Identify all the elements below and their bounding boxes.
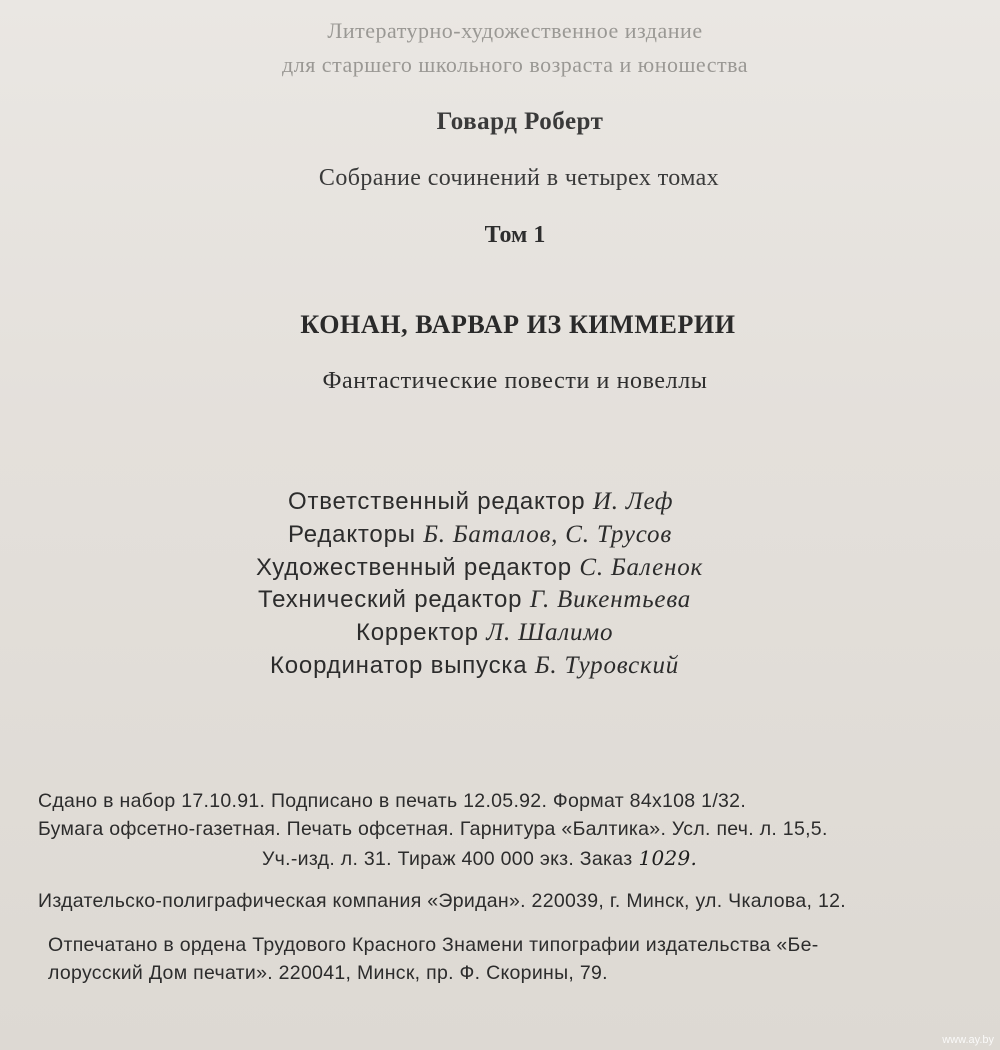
credit-name: Б. Туровский [534, 652, 680, 679]
credit-name: Г. Викентьева [529, 586, 692, 613]
credit-name: Б. Баталов, С. Трусов [423, 521, 672, 548]
author-name: Говард Роберт [436, 108, 604, 135]
printer-line-1: Отпечатано в ордена Трудового Красного Знамени типографии издательства «Бе- [48, 934, 819, 956]
collection-title: Собрание сочинений в четырех томах [318, 165, 720, 191]
imprint-line-3-text: Уч.-изд. л. 31. Тираж 400 000 экз. Заказ [262, 848, 633, 870]
book-subtitle: Фантастические повести и новеллы [322, 368, 708, 394]
imprint-line-3 [262, 846, 962, 871]
book-title: КОНАН, ВАРВАР ИЗ КИММЕРИИ [300, 310, 736, 339]
credit-role: Ответственный редактор [288, 488, 586, 515]
credit-role: Корректор [356, 619, 479, 646]
imprint-line-1: Сдано в набор 17.10.91. Подписано в печать 12.05.92. Формат 84х108 1/32. [38, 790, 747, 812]
printer-line-2: лорусский Дом печати». 220041, Минск, пр. Ф. Скорины, 79. [48, 962, 608, 984]
credit-role: Художественный редактор [256, 554, 572, 581]
order-number-handwritten: 1029. [638, 846, 698, 870]
volume-number: Том 1 [484, 222, 546, 248]
credit-name: И. Леф [592, 488, 674, 515]
credit-role: Технический редактор [258, 586, 523, 613]
series-line-2: для старшего школьного возраста и юношества [282, 52, 748, 77]
credit-line [258, 586, 691, 614]
credit-role: Редакторы [288, 521, 416, 548]
credit-line [288, 521, 672, 549]
credit-role: Координатор выпуска [270, 652, 528, 679]
credit-line [256, 554, 703, 582]
credit-line [288, 488, 673, 516]
imprint-line-2: Бумага офсетно-газетная. Печать офсетная. Гарнитура «Балтика». Усл. печ. л. 15,5. [38, 818, 828, 840]
series-line-1: Литературно-художественное издание [327, 18, 703, 43]
credit-line [356, 619, 613, 647]
credit-line [270, 652, 679, 680]
credit-name: Л. Шалимо [486, 619, 614, 646]
publisher-line: Издательско-полиграфическая компания «Эридан». 220039, г. Минск, ул. Чкалова, 12. [38, 890, 846, 912]
site-watermark: www.ay.by [942, 1034, 994, 1046]
credit-name: С. Баленок [579, 554, 704, 581]
